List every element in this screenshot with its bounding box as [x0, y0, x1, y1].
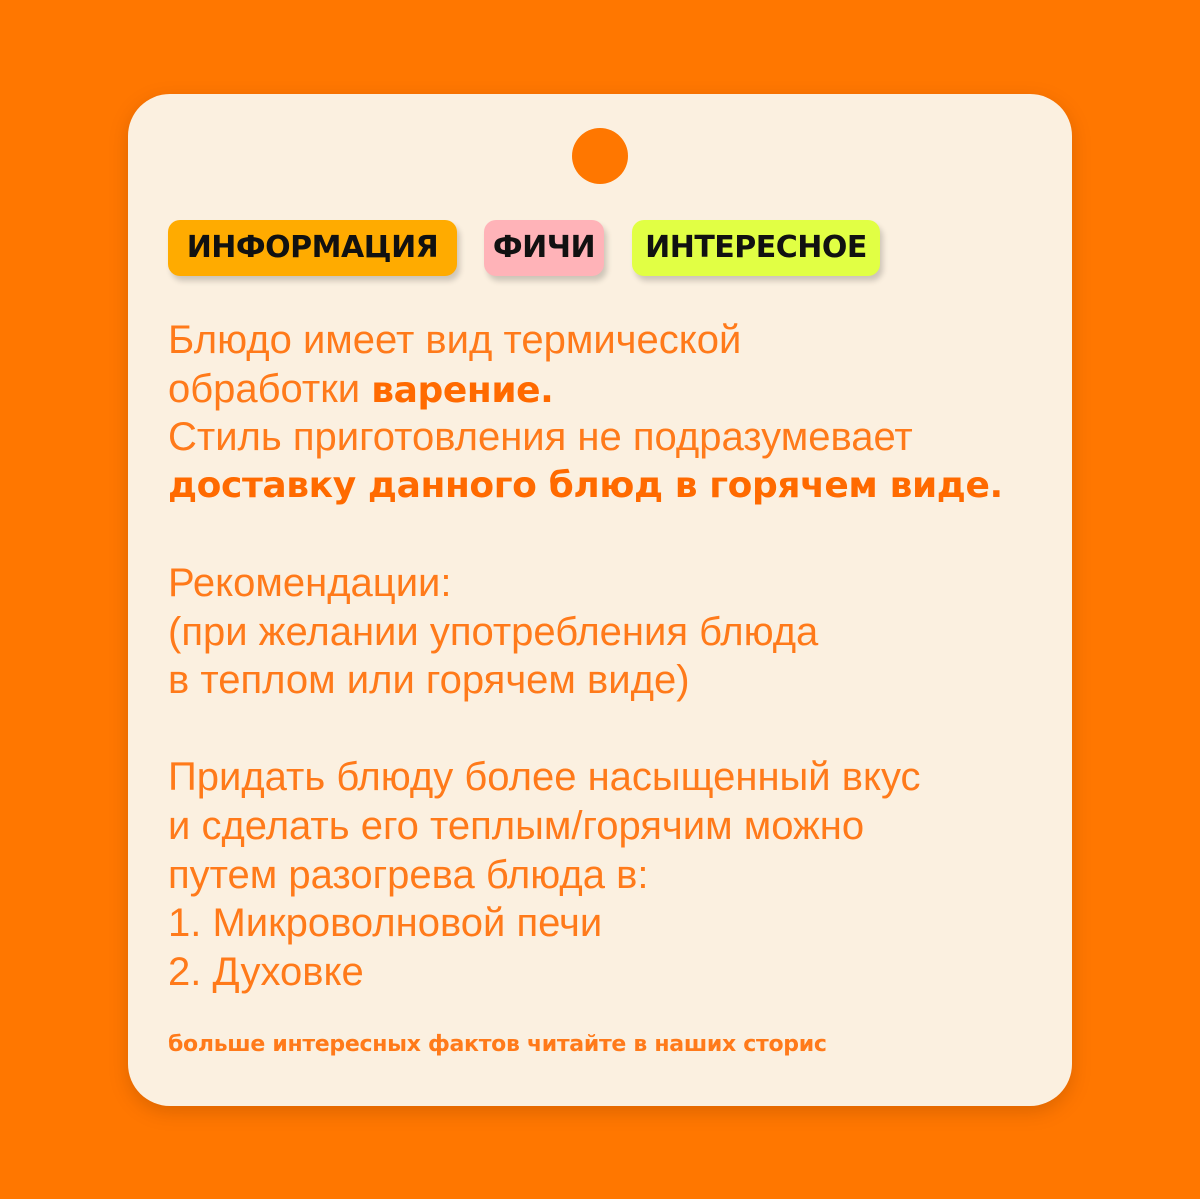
- body-text-segment: обработки: [168, 366, 372, 411]
- body-line: [168, 365, 1048, 414]
- info-card: [128, 94, 1072, 1106]
- highlight-delivery-note: доставку данного блюд в горячем виде.: [168, 464, 1003, 506]
- body-line: Придать блюду более насыщенный вкус: [168, 755, 921, 800]
- body-line: в теплом или горячем виде): [168, 658, 690, 703]
- highlight-cooking-method: варение.: [371, 369, 554, 411]
- card-body: [168, 316, 1048, 996]
- body-line: Блюдо имеет вид термической: [168, 318, 742, 362]
- card-hole: [572, 128, 628, 184]
- recommendations-heading: Рекомендации:: [168, 560, 452, 605]
- tag-interesting: ИНТЕРЕСНОЕ: [632, 220, 880, 276]
- tag-information: ИНФОРМАЦИЯ: [168, 220, 457, 276]
- tag-features: ФИЧИ: [484, 220, 604, 276]
- body-line: и сделать его теплым/горячим можно: [168, 803, 865, 848]
- paragraph-gap: [168, 510, 1048, 559]
- body-line: путем разогрева блюда в:: [168, 852, 649, 897]
- list-item-oven: 2. Духовке: [168, 949, 364, 994]
- list-item-microwave: 1. Микроволновой печи: [168, 901, 603, 946]
- paragraph-gap: [168, 705, 1048, 754]
- footer-note: больше интересных фактов читайте в наших сторис: [168, 1032, 827, 1057]
- body-line: Стиль приготовления не подразумевает: [168, 415, 913, 460]
- body-line: (при желании употребления блюда: [168, 609, 819, 654]
